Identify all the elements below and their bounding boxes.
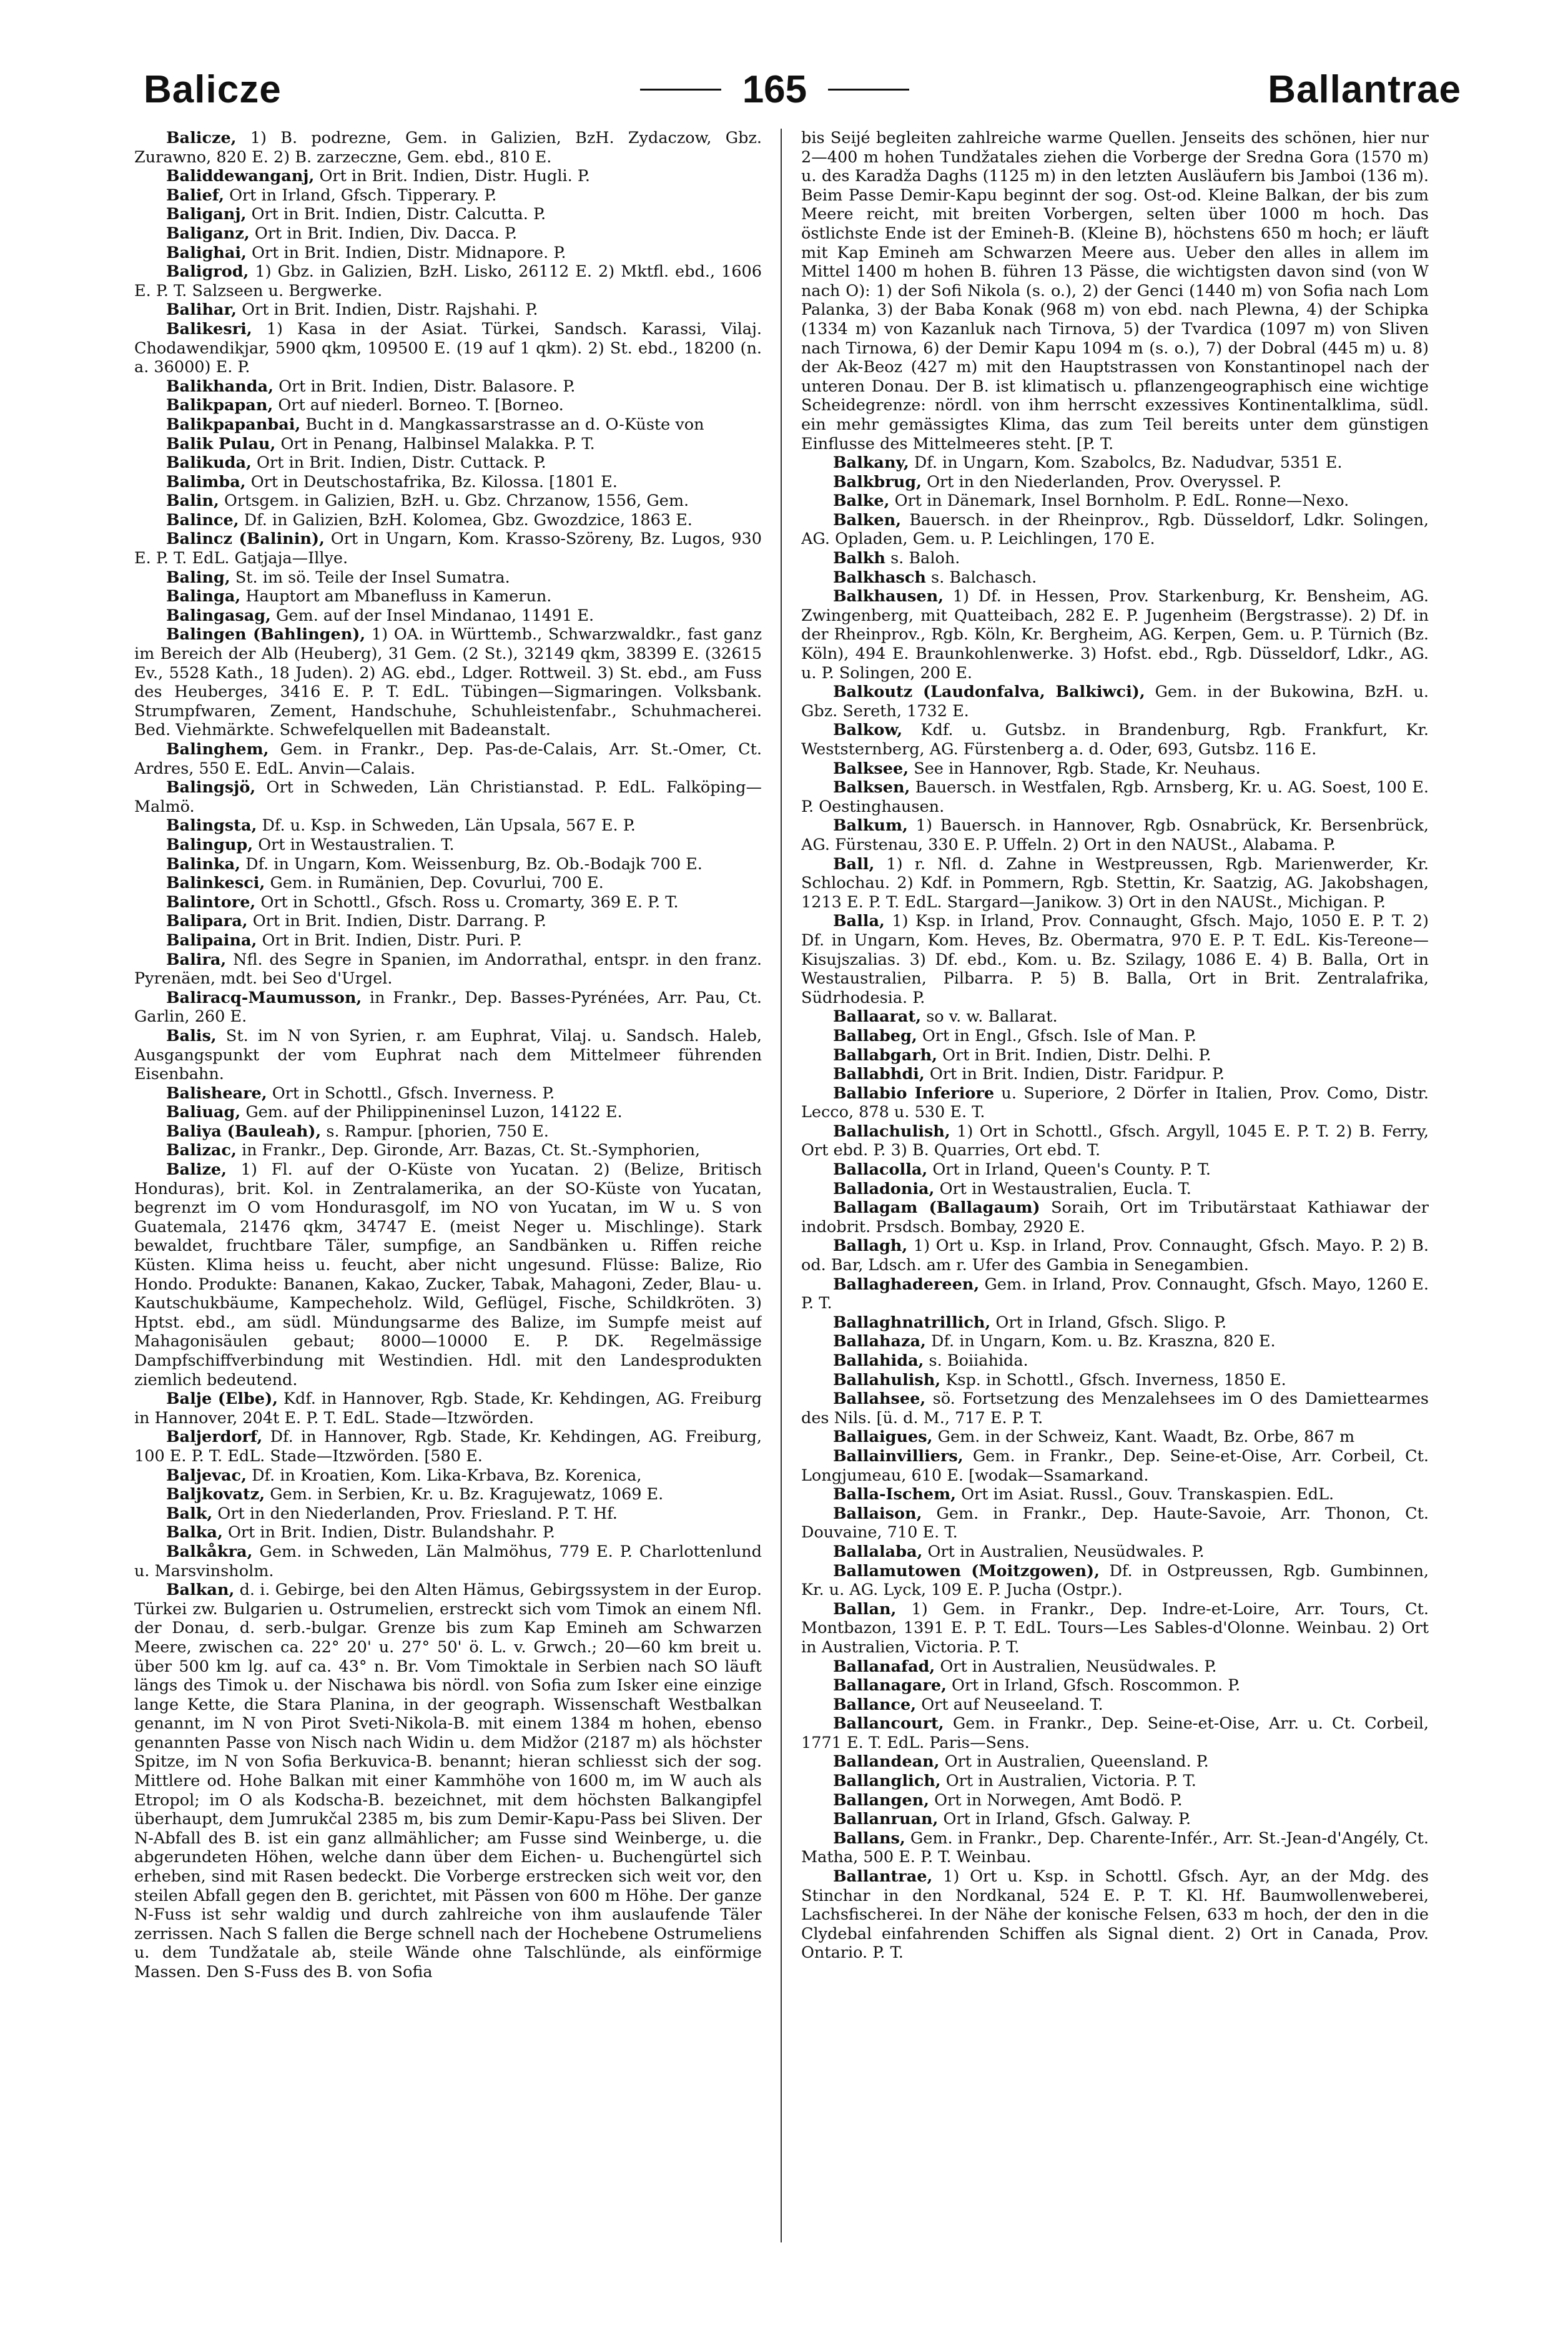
entry-text: s. Balchasch. — [931, 568, 1037, 587]
entry-text: Df. in Ungarn, Kom. Szabolcs, Bz. Nadudvar, 5351 E. — [914, 453, 1343, 473]
entry-text: Df. in Ostpreussen, Rgb. Gumbinnen, Kr. u. AG. Lyck, 109 E. P. Jucha (Ostpr.). — [801, 1561, 1429, 1600]
dictionary-entry — [801, 721, 1429, 759]
dictionary-entry — [134, 855, 762, 874]
entry-headword: Ballagh, — [833, 1236, 908, 1256]
dictionary-entry — [801, 1160, 1429, 1180]
dictionary-entry — [801, 1676, 1429, 1695]
dictionary-entry — [134, 415, 762, 435]
entry-headword: Balinkesci, — [166, 874, 265, 893]
entry-text: Gem. in Frankr., Dep. Seine-et-Oise, Arr. Corbeil, Ct. Longjumeau, 610 E. [wodak—Ssamarkand. — [801, 1446, 1429, 1485]
entry-text: 1) r. Nfl. d. Zahne in Westpreussen, Rgb. Marienwerder, Kr. Schlochau. 2) Kdf. in Pommern, Rgb. Stettin, Kr. Saatzig, AG. Jakobshagen, 1213 E. P. T. EdL. Stargard—Janikow. 3) Ort in den NAUSt., Michigan. P. — [801, 854, 1429, 912]
entry-text: St. im sö. Teile der Insel Sumatra. — [235, 568, 510, 587]
dictionary-entry — [801, 1065, 1429, 1084]
entry-headword: Ballandean, — [833, 1752, 940, 1772]
dictionary-entry — [134, 473, 762, 492]
dictionary-entry — [801, 912, 1429, 1007]
entry-text: Bauersch. in Westfalen, Rgb. Arnsberg, Kr. u. AG. Soest, 100 E. P. Oestinghausen. — [801, 778, 1429, 816]
dictionary-entry — [134, 320, 762, 377]
entry-text: 1) B. podrezne, Gem. in Galizien, BzH. Zydaczow, Gbz. Zurawno, 820 E. 2) B. zarzeczne, Gem. ebd., 810 E. — [134, 129, 762, 167]
entry-text: Hauptort am Mbanefluss in Kamerun. — [245, 587, 552, 606]
dictionary-entry — [134, 1122, 762, 1142]
running-header — [144, 55, 1461, 124]
dictionary-entry — [801, 1657, 1429, 1677]
dictionary-entry — [134, 587, 762, 606]
dictionary-entry — [801, 1504, 1429, 1542]
dictionary-entry — [801, 1485, 1429, 1504]
entry-text: Nfl. des Segre in Spanien, im Andorrathal, entspr. in den franz. Pyrenäen, mdt. bei Seo d'Urgel. — [134, 950, 762, 989]
dictionary-entry — [134, 1389, 762, 1428]
dictionary-entry — [801, 1084, 1429, 1122]
entry-text: Gem. in Schweden, Län Malmöhus, 779 E. P. Charlottenlund u. Marsvinsholm. — [134, 1542, 762, 1581]
entry-text: Df. u. Ksp. in Schweden, Län Upsala, 567 E. P. — [262, 816, 636, 836]
entry-headword: Balksen, — [833, 778, 910, 797]
entry-headword: Balikhanda, — [166, 377, 274, 396]
entry-text: 1) Df. in Hessen, Prov. Starkenburg, Kr. Bensheim, AG. Zwingenberg, mit Quatteibach, 282 E. P. Jugenheim (Bergstrasse). 2) Df. in der Rheinprov., Rgb. Köln, Kr. Bergheim, AG. Kerpen, Gem. u. P. Türnich (Bz. Köln), 494 E. Braunkohlenwerke. 3) Hofst. ebd., Rgb. Düsseldorf, Ldkr., AG. u. P. Solingen, 200 E. — [801, 587, 1429, 683]
dictionary-entry — [134, 912, 762, 931]
entry-text: Ort im Asiat. Russl., Gouv. Transkaspien. EdL. — [961, 1485, 1334, 1504]
entry-headword: Ballanglich, — [833, 1772, 941, 1791]
entry-headword: Ballangen, — [833, 1790, 929, 1810]
entry-headword: Ballanafad, — [833, 1657, 935, 1676]
dictionary-entry — [134, 740, 762, 778]
dictionary-entry — [801, 1752, 1429, 1772]
dictionary-entry — [801, 1122, 1429, 1160]
entry-headword: Balla-Ischem, — [833, 1485, 956, 1504]
dictionary-entry — [801, 1275, 1429, 1313]
dictionary-entry — [134, 453, 762, 473]
dictionary-entry — [134, 931, 762, 950]
entry-headword: Ball, — [833, 854, 875, 874]
entry-text: Ort in Dänemark, Insel Bornholm. P. EdL. Ronne—Nexo. — [894, 491, 1349, 511]
entry-headword: Balipaina, — [166, 930, 257, 950]
entry-text: s. Baloh. — [890, 549, 960, 568]
entry-text: Ortsgem. in Galizien, BzH. u. Gbz. Chrzanow, 1556, Gem. — [224, 491, 689, 511]
entry-headword: Baljevac, — [166, 1466, 247, 1485]
entry-headword: Balkow, — [833, 721, 903, 740]
dictionary-entry — [801, 855, 1429, 912]
entry-headword: Balkum, — [833, 816, 908, 836]
entry-headword: Balksee, — [833, 759, 909, 778]
entry-headword: Ballabhdi, — [833, 1065, 925, 1084]
entry-text: Ort in Brit. Indien, Distr. Midnapore. P. — [252, 243, 566, 262]
entry-text: Ort in Engl., Gfsch. Isle of Man. P. — [922, 1026, 1197, 1045]
entry-text: Gem. in der Bukowina, BzH. u. Gbz. Sereth, 1732 E. — [801, 683, 1429, 721]
entry-text: Bucht in d. Mangkassarstrasse an d. O-Küste von — [305, 415, 704, 434]
entry-headword: Balje (Elbe), — [166, 1389, 279, 1409]
entry-text: Ort in Brit. Indien, Distr. Rajshahi. P. — [242, 300, 538, 320]
entry-headword: Balkan, — [166, 1581, 235, 1600]
entry-headword: Ballainvilliers, — [833, 1446, 964, 1466]
dictionary-entry — [801, 683, 1429, 721]
entry-text: Gem. in Rumänien, Dep. Covurlui, 700 E. — [270, 874, 604, 893]
dictionary-entry — [801, 1600, 1429, 1657]
entry-text: Ort in Brit. Indien, Distr. Calcutta. P. — [251, 205, 546, 224]
entry-headword: Baliganj, — [166, 205, 247, 224]
entry-text: 1) Gem. in Frankr., Dep. Indre-et-Loire, Arr. Tours, Ct. Montbazon, 1391 E. P. T. EdL. Tours—Les Sables-d'Olonne. Weinbau. 2) Ort in Australien, Victoria. P. T. — [801, 1599, 1429, 1657]
entry-text: Ort in Westaustralien. T. — [258, 835, 455, 854]
entry-text: Ort in Brit. Indien, Distr. Bulandshahr. P. — [227, 1523, 555, 1542]
entry-headword: Balimba, — [166, 472, 246, 491]
entry-headword: Balkhausen, — [833, 587, 944, 606]
entry-text: Ort in Deutschostafrika, Bz. Kilossa. [1801 E. — [250, 472, 618, 491]
dictionary-entry — [134, 989, 762, 1027]
entry-headword: Balladonia, — [833, 1179, 935, 1198]
entry-text: sö. Fortsetzung des Menzalehsees im O des Damiettearmes des Nils. [ü. d. M., 717 E. P. T. — [801, 1389, 1429, 1428]
dictionary-entry — [134, 1466, 762, 1486]
dictionary-entry — [134, 950, 762, 989]
dictionary-entry — [801, 1007, 1429, 1027]
dictionary-entry — [134, 1160, 762, 1389]
entry-text: Ort in Brit. Indien, Div. Dacca. P. — [254, 224, 518, 243]
entry-headword: Baliddewanganj, — [166, 167, 315, 186]
entry-text: Ort in Brit. Indien, Distr. Delhi. P. — [942, 1045, 1211, 1065]
entry-text: Df. in Ungarn, Kom. Weissenburg, Bz. Ob.-Bodajk 700 E. — [245, 854, 703, 874]
dictionary-entry — [134, 491, 762, 511]
entry-headword: Balikpapanbai, — [166, 415, 301, 434]
dictionary-entry — [134, 262, 762, 300]
entry-headword: Balinghem, — [166, 740, 269, 759]
entry-headword: Balla, — [833, 912, 885, 931]
entry-text: 1) Ort in Schottl., Gfsch. Argyll, 1045 E. P. T. 2) B. Ferry, Ort ebd. P. 3) B. Quarries, Ort ebd. T. — [801, 1122, 1429, 1160]
entry-text: Ort in Schweden, Län Christianstad. P. EdL. Falköping—Malmö. — [134, 778, 762, 816]
entry-text: 1) Ort u. Ksp. in Schottl. Gfsch. Ayr, an der Mdg. des Stinchar in den Nordkanal, 524 E. P. T. Kl. Hf. Baumwollenweberei, Lachsfischerei. In der Nähe der konische Felsen, 633 m hoch, der den in die Clydebal einfahrenden Schiffen als Signal dient. 2) Ort in Canada, Prov. Ontario. P. T. — [801, 1867, 1429, 1963]
dictionary-entry — [134, 1504, 762, 1524]
entry-headword: Balingsta, — [166, 816, 257, 836]
entry-headword: Balingasag, — [166, 606, 271, 625]
dictionary-entry — [134, 836, 762, 855]
dictionary-entry — [801, 1313, 1429, 1333]
entry-text: Ort in Ungarn, Kom. Krasso-Szöreny, Bz. Lugos, 930 E. P. T. EdL. Gatjaja—Illye. — [134, 530, 762, 568]
dictionary-entry — [801, 491, 1429, 511]
entry-text: in Frankr., Dep. Basses-Pyrénées, Arr. Pau, Ct. Garlin, 260 E. — [134, 988, 762, 1027]
entry-headword: Baljerdorf, — [166, 1428, 263, 1447]
entry-headword: Balingup, — [166, 835, 254, 854]
header-center — [640, 67, 909, 112]
entry-text: Ort in den Niederlanden, Prov. Overyssel. P. — [927, 472, 1282, 491]
entry-headword: Balkbrug, — [833, 472, 922, 491]
dictionary-entry — [801, 1772, 1429, 1791]
dictionary-entry — [801, 1562, 1429, 1600]
entry-headword: Baliuag, — [166, 1103, 241, 1122]
entry-headword: Baliya (Bauleah), — [166, 1122, 322, 1141]
page-number: 165 — [742, 67, 807, 111]
dictionary-entry — [801, 473, 1429, 492]
dictionary-entry — [134, 1581, 762, 1981]
entry-text: 1) Fl. auf der O-Küste von Yucatan. 2) (Belize, Britisch Honduras), brit. Kol. in Zentralamerika, an der SO-Küste von Yucatan, begrenzt im O vom Hondurasgolf, im NO von Yucatan, im W u. S von Guatemala, 21476 qkm, 34747 E. (meist Neger u. Mischlinge). Stark bewaldet, fruchtbare Täler, sumpfige, an Sandbänken u. Riffen reiche Küsten. Klima heiss u. feucht, aber nicht ungesund. Flüsse: Balize, Rio Hondo. Produkte: Bananen, Kakao, Zucker, Tabak, Mahagoni, Zeder, Blau- u. Kautschukbäume, Kampecheholz. Wild, Geflügel, Fische, Schildkröten. 3) Hptst. ebd., am südl. Mündungsarme des Balize, im Sumpfe meist auf Mahagonisäulen gebaut; 8000—10000 E. P. DK. Regelmässige Dampfschiffverbindung mit Westindien. Hdl. mit den Landesprodukten ziemlich bedeutend. — [134, 1160, 762, 1389]
dictionary-entry — [134, 1103, 762, 1122]
entry-headword: Ballantrae, — [833, 1867, 933, 1887]
header-rule-left — [640, 89, 721, 91]
entry-headword: Ballachulish, — [833, 1122, 950, 1141]
entry-headword: Ballancourt, — [833, 1714, 944, 1734]
dictionary-entry — [801, 1829, 1429, 1867]
entry-text: Soraih, Ort im Tributärstaat Kathiawar der indobrit. Prsdsch. Bombay, 2920 E. — [801, 1198, 1429, 1236]
entry-headword: Ballahulish, — [833, 1370, 941, 1389]
entry-headword: Balincz (Balinin), — [166, 530, 325, 549]
entry-headword: Balken, — [833, 510, 902, 530]
entry-headword: Balis, — [166, 1026, 217, 1045]
entry-text: Ort in Irland, Gfsch. Galway. P. — [943, 1810, 1191, 1829]
entry-headword: Balinka, — [166, 854, 241, 874]
column-divider — [781, 129, 782, 2242]
dictionary-entry — [801, 1351, 1429, 1371]
entry-headword: Ballaigues, — [833, 1428, 933, 1447]
entry-text: Kdf. in Hannover, Rgb. Stade, Kr. Kehdingen, AG. Freiburg in Hannover, 204t E. P. T. EdL. Stade—Itzwörden. — [134, 1389, 762, 1428]
entry-text: so v. w. Ballarat. — [926, 1007, 1058, 1027]
entry-headword: Balicze, — [166, 129, 237, 147]
entry-headword: Balief, — [166, 185, 224, 205]
entry-text: Ort in Penang, Halbinsel Malakka. P. T. — [280, 434, 595, 453]
entry-headword: Ballabio Inferiore — [833, 1083, 995, 1103]
dictionary-entry — [134, 300, 762, 320]
entry-text: Ort in Irland, Gfsch. Tipperary. P. — [229, 185, 497, 205]
entry-text: d. i. Gebirge, bei den Alten Hämus, Gebirgssystem in der Europ. Türkei zw. Bulgarien u. Ostrumelien, erstreckt sich vom Timok an einem Nfl. der Donau, d. serb.-bulgar. Grenze bis zum Kap Emineh am Schwarzen Meere, zwischen ca. 22° 20' u. 27° 50' ö. L. v. Grwch.; 20—60 km breit u. über 500 km lg. auf ca. 43° n. Br. Vom Timoktale in Serbien nach SO läuft längs des Timok u. der Nischawa bis nördl. von Sofia zum Isker eine einzige lange Kette, die Stara Planina, in der geograph. Wissenschaft Westbalkan genannt, im N von Pirot Sveti-Nikola-B. mit einem 1384 m hohen, ebenso genannten Passe von Nisch nach Widin u. dem Midžor (2187 m) als höchster Spitze, im N von Sofia Berkuvica-B. benannt; hieran schliesst sich der sog. Mittlere od. Hohe Balkan mit einer Kammhöhe von 1600 m, im W auch als Etropol; im O als Kodscha-B. bezeichnet, mit dem höchsten Balkangipfel überhaupt, dem Jumrukčal 2385 m, bis zum Demir-Kapu-Pass bei Sliven. Der N-Abfall des B. ist ein ganz allmählicher; am Fusse sind Weinberge, u. die abgerundeten Höhen, welche dann über dem Eichen- u. Buchengürtel sich erheben, sind mit Rasen bedeckt. Die Vorberge erstrecken sich weit vor, den steilen Abfall gegen den B. gerichtet, mit Pässen von 600 m Höhe. Der ganze N-Fuss ist sehr waldig und durch zahlreiche von ihm auslaufende Täler zerrissen. Nach S fallen die Berge schnell nach der Hochebene Ostrumeliens u. dem Tundžatale ab, steile Wände ohne Talschlünde, als einförmige Massen. Den S-Fuss des B. von Sofia — [134, 1581, 762, 1981]
entry-text: Ort in Norwegen, Amt Bodö. P. — [934, 1790, 1183, 1810]
entry-text: 1) Ort u. Ksp. in Irland, Prov. Connaught, Gfsch. Mayo. P. 2) B. od. Bar, Ldsch. am r. Ufer des Gambia in Senegambien. — [801, 1236, 1429, 1275]
entry-headword: Ballabeg, — [833, 1026, 917, 1045]
entry-text: Ort in Brit. Indien, Distr. Faridpur. P. — [929, 1065, 1225, 1084]
dictionary-entry — [134, 205, 762, 224]
entry-text: 1) Kasa in der Asiat. Türkei, Sandsch. Karassi, Vilaj. Chodawendikjar, 5900 qkm, 109500 E. (19 auf 1 qkm). 2) St. ebd., 18200 (n. a. 36000) E. P. — [134, 319, 762, 377]
entry-text: s. Boiiahida. — [929, 1351, 1028, 1370]
entry-text: Gem. in Frankr., Dep. Haute-Savoie, Arr. Thonon, Ct. Douvaine, 710 E. T. — [801, 1504, 1429, 1542]
entry-text: Ort in Schottl., Gfsch. Ross u. Cromarty, 369 E. P. T. — [260, 892, 679, 912]
entry-headword: Ballan, — [833, 1599, 897, 1619]
entry-headword: Ballacolla, — [833, 1160, 928, 1180]
dictionary-entry — [134, 530, 762, 568]
entry-headword: Balira, — [166, 950, 227, 969]
dictionary-entry — [134, 778, 762, 816]
entry-headword: Ballaarat, — [833, 1007, 922, 1027]
dictionary-entry — [134, 1523, 762, 1542]
dictionary-entry — [801, 1695, 1429, 1715]
entry-text: Ort in Brit. Indien, Distr. Cuttack. P. — [257, 453, 546, 473]
dictionary-entry — [801, 759, 1429, 779]
entry-headword: Balk, — [166, 1504, 213, 1523]
dictionary-entry — [134, 568, 762, 588]
entry-headword: Ballahsee, — [833, 1389, 926, 1409]
entry-text: Gem. in Frankr., Dep. Charente-Infér., Arr. St.-Jean-d'Angély, Ct. Matha, 500 E. P. T. Weinbau. — [801, 1828, 1429, 1867]
entry-headword: Balikesri, — [166, 319, 252, 338]
dictionary-entry — [801, 1027, 1429, 1046]
dictionary-entry — [134, 625, 762, 740]
dictionary-entry — [801, 1046, 1429, 1065]
entry-text: Ort in Irland, Queen's County. P. T. — [932, 1160, 1211, 1180]
dictionary-entry — [801, 129, 1429, 453]
dictionary-entry — [134, 224, 762, 244]
dictionary-entry — [134, 511, 762, 530]
entry-headword: Balke, — [833, 491, 890, 511]
entry-headword: Ballance, — [833, 1695, 917, 1714]
entry-headword: Balikuda, — [166, 453, 252, 473]
entry-headword: Balipara, — [166, 912, 248, 931]
entry-headword: Balinga, — [166, 587, 241, 606]
dictionary-entry — [801, 1198, 1429, 1236]
entry-text: in Frankr., Dep. Gironde, Arr. Bazas, Ct. St.-Symphorien, — [241, 1141, 701, 1160]
dictionary-entry — [801, 453, 1429, 473]
dictionary-entry — [801, 1867, 1429, 1963]
entry-text: Gem. auf der Philippineninsel Luzon, 14122 E. — [245, 1103, 623, 1122]
entry-headword: Baling, — [166, 568, 230, 587]
entry-text: Df. in Kroatien, Kom. Lika-Krbava, Bz. Korenica, — [252, 1466, 642, 1485]
dictionary-entry — [801, 1389, 1429, 1428]
entry-headword: Balkany, — [833, 453, 909, 473]
dictionary-entry — [801, 1236, 1429, 1275]
dictionary-entry — [134, 893, 762, 912]
entry-headword: Balkåkra, — [166, 1542, 253, 1561]
header-rule-right — [828, 89, 909, 91]
entry-headword: Balingsjö, — [166, 778, 256, 797]
entry-headword: Ballagam (Ballagaum) — [833, 1198, 1040, 1218]
entry-text: Ort in Australien, Victoria. P. T. — [945, 1772, 1196, 1791]
entry-text: 1) Gbz. in Galizien, BzH. Lisko, 26112 E. 2) Mktfl. ebd., 1606 E. P. T. Salzseen u. Bergwerke. — [134, 262, 762, 300]
entry-text: Gem. in Frankr., Dep. Seine-et-Oise, Arr. u. Ct. Corbeil, 1771 E. T. EdL. Paris—Sens. — [801, 1714, 1429, 1752]
dictionary-entry — [801, 1332, 1429, 1351]
entry-text: Gem. in Irland, Prov. Connaught, Gfsch. Mayo, 1260 E. P. T. — [801, 1275, 1429, 1313]
entry-text: u. Superiore, 2 Dörfer in Italien, Prov. Como, Distr. Lecco, 878 u. 530 E. T. — [801, 1083, 1429, 1122]
dictionary-entry — [134, 435, 762, 454]
dictionary-entry — [801, 816, 1429, 854]
dictionary-entry — [134, 1542, 762, 1581]
entry-text: Ort in Schottl., Gfsch. Inverness. P. — [272, 1083, 555, 1103]
entry-text: Kdf. u. Gutsbz. in Brandenburg, Rgb. Frankfurt, Kr. Weststernberg, AG. Fürstenberg a. d. Oder, 693, Gutsbz. 116 E. — [801, 721, 1429, 759]
entry-headword: Ballans, — [833, 1828, 905, 1848]
entry-text: Ort in Brit. Indien, Distr. Balasore. P. — [279, 377, 576, 396]
entry-text: Gem. in Frankr., Dep. Pas-de-Calais, Arr. St.-Omer, Ct. Ardres, 550 E. EdL. Anvin—Calais. — [134, 740, 762, 778]
entry-headword: Balik Pulau, — [166, 434, 276, 453]
right-column — [801, 129, 1429, 2302]
entry-headword: Ballamutowen (Moitzgowen), — [833, 1561, 1100, 1581]
entry-headword: Ballahaza, — [833, 1332, 926, 1351]
entry-text: Df. in Ungarn, Kom. u. Bz. Kraszna, 820 E. — [931, 1332, 1276, 1351]
entry-text: Ksp. in Schottl., Gfsch. Inverness, 1850 E. — [945, 1370, 1286, 1389]
entry-headword: Ballabgarh, — [833, 1045, 938, 1065]
dictionary-entry — [134, 1428, 762, 1466]
entry-text: Df. in Galizien, BzH. Kolomea, Gbz. Gwozdzice, 1863 E. — [244, 510, 693, 530]
entry-text: Gem. in Serbien, Kr. u. Bz. Kragujewatz, 1069 E. — [270, 1485, 664, 1504]
entry-headword: Ballalaba, — [833, 1542, 923, 1561]
dictionary-entry — [134, 377, 762, 397]
header-first-entry: Balicze — [144, 67, 282, 111]
entry-headword: Baljkovatz, — [166, 1485, 265, 1504]
entry-headword: Balkoutz (Laudonfalva, Balkiwci), — [833, 683, 1145, 702]
dictionary-entry — [134, 186, 762, 205]
entry-headword: Balikpapan, — [166, 396, 274, 415]
dictionary-entry — [134, 244, 762, 263]
entry-text: 1) Ksp. in Irland, Prov. Connaught, Gfsch. Majo, 1050 E. P. T. 2) Df. in Ungarn, Kom. Heves, Bz. Obermatra, 970 E. P. T. EdL. Kis-Tereone—Kisujszalias. 3) Df. ebd., Kom. u. Bz. Szilagy, 1086 E. 4) B. Balla, Ort in Westaustralien, Pilbarra. P. 5) B. Balla, Ort in Brit. Zentralafrika, Südrhodesia. P. — [801, 912, 1429, 1007]
dictionary-entry — [801, 568, 1429, 588]
entry-headword: Balihar, — [166, 300, 237, 320]
entry-text: s. Rampur. [phorien, 750 E. — [326, 1122, 549, 1141]
entry-headword: Balkh — [833, 549, 885, 568]
entry-text: Ort in Brit. Indien, Distr. Puri. P. — [262, 930, 522, 950]
entry-text: bis Seijé begleiten zahlreiche warme Quellen. Jenseits des schönen, hier nur 2—400 m hohen Tundžatales ziehen die Vorberge der Sredna Gora (1570 m) u. des Karadža Daghs (1125 m) in den letzten Ausläufern bis Jamboi (136 m). Beim Passe Demir-Kapu beginnt der sog. Ost-od. Kleine Balkan, der bis zum Meere reicht, mit breiten Vorbergen, selten über 1000 m hoch. Das östlichste Ende ist der Emineh-B. (Kleine B), höchstens 650 m hoch; er läuft mit Kap Emineh am Schwarzen Meere aus. Ueber den alles in allem im Mittel 1400 m hohen B. führen 13 Pässe, die wichtigsten davon sind (von W nach O): 1) der Sofi Nikola (s. o.), 2) der Genci (1440 m) von Sofia nach Lom Palanka, 3) der Baba Konak (968 m) von ebd. nach Plewna, 4) der Schipka (1334 m) von Kazanluk nach Tirnova, 5) der Tvardica (1097 m) von Sliven nach Tirnowa, 6) der Demir Kapu 1094 m (s. o.), 7) der Dobral (445 m) u. 8) der Ak-Beoz (427 m) mit den Hauptstrassen von Konstantinopel nach der unteren Donau. Der B. ist klimatisch u. pflanzengeographisch eine wichtige Scheidegrenze: nördl. von ihm herrscht exzessives Kontinentalklima, südl. ein mehr gemässigtes Klima, das zum Teil bereits unter dem günstigen Einflusse des Mittelmeeres steht. [P. T. — [801, 129, 1429, 453]
entry-headword: Balince, — [166, 510, 239, 530]
entry-text: Ort auf Neuseeland. T. — [921, 1695, 1103, 1714]
entry-text: Ort in Westaustralien, Eucla. T. — [939, 1179, 1191, 1198]
dictionary-entry — [134, 606, 762, 626]
entry-text: Ort in Brit. Indien, Distr. Hugli. P. — [319, 167, 590, 186]
entry-text: Ort in Australien, Queensland. P. — [944, 1752, 1209, 1772]
entry-text: Gem. auf der Insel Mindanao, 11491 E. — [276, 606, 594, 625]
entry-headword: Balka, — [166, 1523, 223, 1542]
dictionary-entry — [801, 1428, 1429, 1447]
entry-text: Bauersch. in der Rheinprov., Rgb. Düsseldorf, Ldkr. Solingen, AG. Opladen, Gem. u. P. Leichlingen, 170 E. — [801, 510, 1429, 549]
dictionary-entry — [134, 816, 762, 836]
entry-headword: Balighai, — [166, 243, 247, 262]
entry-text: Ort in Brit. Indien, Distr. Darrang. P. — [252, 912, 546, 931]
entry-headword: Balizac, — [166, 1141, 237, 1160]
entry-headword: Ballanagare, — [833, 1676, 947, 1695]
left-column — [134, 129, 762, 2302]
entry-headword: Baliganz, — [166, 224, 250, 243]
entry-text: See in Hannover, Rgb. Stade, Kr. Neuhaus. — [914, 759, 1261, 778]
dictionary-entry — [801, 1714, 1429, 1752]
dictionary-entry — [801, 1791, 1429, 1810]
dictionary-entry — [134, 1027, 762, 1084]
entry-text: Ort in Australien, Neusüdwales. P. — [927, 1542, 1205, 1561]
entry-headword: Balize, — [166, 1160, 227, 1180]
dictionary-entry — [134, 1084, 762, 1103]
header-last-entry: Ballantrae — [1268, 67, 1461, 111]
dictionary-entry — [134, 167, 762, 186]
entry-text: Ort auf niederl. Borneo. T. [Borneo. — [278, 396, 564, 415]
dictionary-entry — [134, 129, 762, 167]
dictionary-entry — [801, 587, 1429, 683]
entry-headword: Ballanruan, — [833, 1810, 939, 1829]
entry-headword: Balkhasch — [833, 568, 926, 587]
dictionary-entry — [801, 1810, 1429, 1829]
entry-text: Ort in den Niederlanden, Prov. Friesland. P. T. Hf. — [217, 1504, 618, 1523]
entry-headword: Ballaghnatrillich, — [833, 1313, 991, 1332]
entry-headword: Balisheare, — [166, 1083, 267, 1103]
entry-text: Ort in Irland, Gfsch. Sligo. P. — [995, 1313, 1227, 1332]
entry-text: Gem. in der Schweiz, Kant. Waadt, Bz. Orbe, 867 m — [937, 1428, 1355, 1447]
dictionary-entry — [134, 1141, 762, 1160]
entry-headword: Ballaison, — [833, 1504, 922, 1523]
entry-text: 1) Bauersch. in Hannover, Rgb. Osnabrück, Kr. Bersenbrück, AG. Fürstenau, 330 E. P. Uffeln. 2) Ort in den NAUSt., Alabama. P. — [801, 816, 1429, 854]
dictionary-entry — [801, 1542, 1429, 1562]
dictionary-entry — [134, 1485, 762, 1504]
dictionary-entry — [134, 874, 762, 893]
dictionary-entry — [801, 1180, 1429, 1199]
dictionary-entry — [134, 396, 762, 415]
entry-text: 1) OA. in Württemb., Schwarzwaldkr., fast ganz im Bereich der Alb (Heuberg), 31 Gem. (2 St.), 32149 qkm, 38399 E. (32615 Ev., 5528 Kath., 18 Juden). 2) AG. ebd., Ldger. Rottweil. 3) St. ebd., am Fuss des Heuberges, 3416 E. P. T. EdL. Tübingen—Sigmaringen. Volksbank. Strumpfwaren, Zement, Handschuhe, Schuhleistenfabr., Schuhmacherei. Bed. Viehmärkte. Schwefelquellen mit Badeanstalt. — [134, 625, 762, 740]
entry-headword: Baligrod, — [166, 262, 249, 282]
dictionary-entry — [801, 1447, 1429, 1485]
entry-text: Df. in Hannover, Rgb. Stade, Kr. Kehdingen, AG. Freiburg, 100 E. P. T. EdL. Stade—Itzwörden. [580 E. — [134, 1428, 762, 1466]
entry-headword: Ballahida, — [833, 1351, 924, 1370]
dictionary-entry — [801, 778, 1429, 816]
dictionary-entry — [801, 549, 1429, 568]
entry-text: St. im N von Syrien, r. am Euphrat, Vilaj. u. Sandsch. Haleb, Ausgangspunkt der vom Euphrat nach dem Mittelmeer führenden Eisenbahn. — [134, 1026, 762, 1084]
dictionary-entry — [801, 511, 1429, 549]
entry-headword: Balin, — [166, 491, 219, 511]
entry-headword: Balingen (Bahlingen), — [166, 625, 366, 644]
dictionary-entry — [801, 1371, 1429, 1390]
entry-headword: Baliracq-Maumusson, — [166, 988, 362, 1007]
entry-text: Ort in Australien, Neusüdwales. P. — [940, 1657, 1217, 1676]
entry-text: Ort in Irland, Gfsch. Roscommon. P. — [952, 1676, 1241, 1695]
entry-headword: Balintore, — [166, 892, 256, 912]
entry-headword: Ballaghadereen, — [833, 1275, 980, 1294]
